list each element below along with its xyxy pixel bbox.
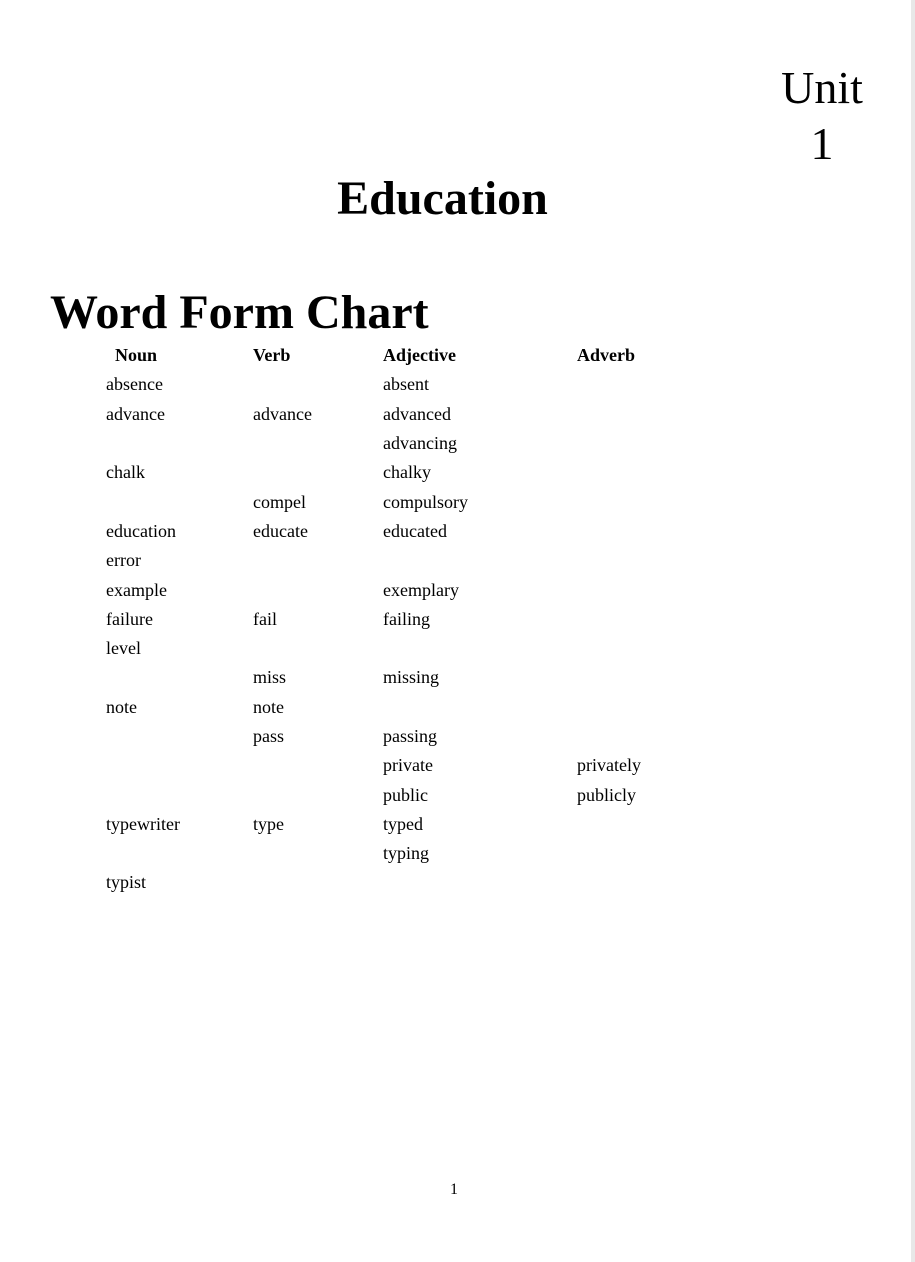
adjective-cell: failing — [383, 608, 430, 629]
adverb-cell — [577, 839, 697, 868]
column-header-adjective: Adjective — [383, 345, 456, 366]
adverb-cell: publicly — [577, 784, 636, 805]
adjective-cell: public — [383, 784, 428, 805]
adjective-cell: exemplary — [383, 579, 459, 600]
adjective-cell: advanced — [383, 403, 451, 424]
adjective-cell: educated — [383, 520, 447, 541]
verb-cell — [253, 868, 383, 897]
adverb-cell — [577, 663, 697, 692]
noun-cell: chalk — [106, 462, 145, 483]
adverb-cell — [577, 546, 697, 575]
noun-cell: typist — [106, 872, 147, 893]
adverb-cell — [577, 429, 697, 458]
noun-cell: example — [106, 579, 167, 600]
table-row — [106, 751, 697, 780]
unit-number: 1 — [810, 118, 834, 169]
table-row — [106, 722, 697, 751]
verb-cell: note — [253, 696, 284, 717]
table-row — [106, 458, 697, 487]
verb-cell — [253, 751, 383, 780]
adverb-cell — [577, 370, 697, 399]
table-row — [106, 429, 697, 458]
verb-cell — [253, 546, 383, 575]
noun-cell: typewriter — [106, 813, 180, 834]
adjective-cell — [383, 693, 577, 722]
adverb-cell — [577, 634, 697, 663]
noun-cell: failure — [106, 608, 153, 629]
table-row — [106, 663, 697, 692]
verb-cell — [253, 458, 383, 487]
table-row — [106, 810, 697, 839]
verb-cell: miss — [253, 667, 287, 688]
table-row — [106, 400, 697, 429]
column-header-noun: Noun — [115, 345, 158, 366]
adverb-cell — [577, 810, 697, 839]
adverb-cell — [577, 458, 697, 487]
adjective-cell — [383, 868, 577, 897]
noun-cell — [106, 780, 253, 809]
noun-cell: level — [106, 638, 141, 659]
verb-cell: pass — [253, 726, 284, 746]
verb-cell — [253, 780, 383, 809]
column-header-adverb: Adverb — [577, 345, 635, 366]
verb-cell: fail — [253, 608, 277, 629]
chart-body — [106, 370, 697, 897]
page-edge — [911, 0, 915, 1262]
adjective-cell: private — [383, 755, 433, 776]
adjective-cell — [383, 546, 577, 575]
unit-label — [762, 60, 882, 172]
noun-cell — [106, 839, 253, 868]
table-row — [106, 693, 697, 722]
chart-header-row — [106, 341, 697, 370]
adverb-cell — [577, 517, 697, 546]
adjective-cell: compulsory — [383, 491, 468, 512]
word-form-chart — [106, 341, 697, 898]
adjective-cell: absent — [383, 374, 429, 395]
noun-cell: education — [106, 520, 176, 541]
verb-cell — [253, 839, 383, 868]
adverb-cell: privately — [577, 755, 641, 776]
table-row — [106, 605, 697, 634]
table-row — [106, 546, 697, 575]
verb-cell: type — [253, 813, 284, 834]
table-row — [106, 634, 697, 663]
verb-cell: compel — [253, 491, 306, 512]
adjective-cell: chalky — [383, 462, 431, 483]
verb-cell — [253, 575, 383, 604]
table-row — [106, 780, 697, 809]
adjective-cell: typed — [383, 813, 423, 834]
noun-cell: advance — [106, 403, 165, 424]
unit-title: Education — [337, 172, 548, 225]
verb-cell: educate — [253, 520, 308, 541]
page-number: 1 — [450, 1181, 458, 1198]
unit-word: Unit — [781, 62, 863, 113]
adverb-cell — [577, 605, 697, 634]
noun-cell — [106, 751, 253, 780]
noun-cell: absence — [106, 374, 163, 395]
table-row — [106, 370, 697, 399]
section-title: Word Form Chart — [50, 286, 429, 339]
table-row — [106, 839, 697, 868]
adjective-cell: advancing — [383, 433, 457, 454]
verb-cell — [253, 370, 383, 399]
verb-cell — [253, 429, 383, 458]
noun-cell — [106, 487, 253, 516]
adverb-cell — [577, 575, 697, 604]
adjective-cell — [383, 634, 577, 663]
table-row — [106, 575, 697, 604]
adverb-cell — [577, 722, 697, 751]
table-row — [106, 517, 697, 546]
noun-cell: error — [106, 550, 141, 571]
adverb-cell — [577, 400, 697, 429]
noun-cell — [106, 429, 253, 458]
adjective-cell: missing — [383, 667, 440, 688]
noun-cell — [106, 722, 253, 751]
verb-cell: advance — [253, 403, 312, 424]
adverb-cell — [577, 693, 697, 722]
noun-cell: note — [106, 696, 137, 717]
verb-cell — [253, 634, 383, 663]
adjective-cell: typing — [383, 843, 430, 864]
noun-cell — [106, 663, 253, 692]
column-header-verb: Verb — [253, 345, 291, 366]
table-row — [106, 487, 697, 516]
adjective-cell: passing — [383, 726, 437, 746]
adverb-cell — [577, 868, 697, 897]
adverb-cell — [577, 487, 697, 516]
table-row — [106, 868, 697, 897]
